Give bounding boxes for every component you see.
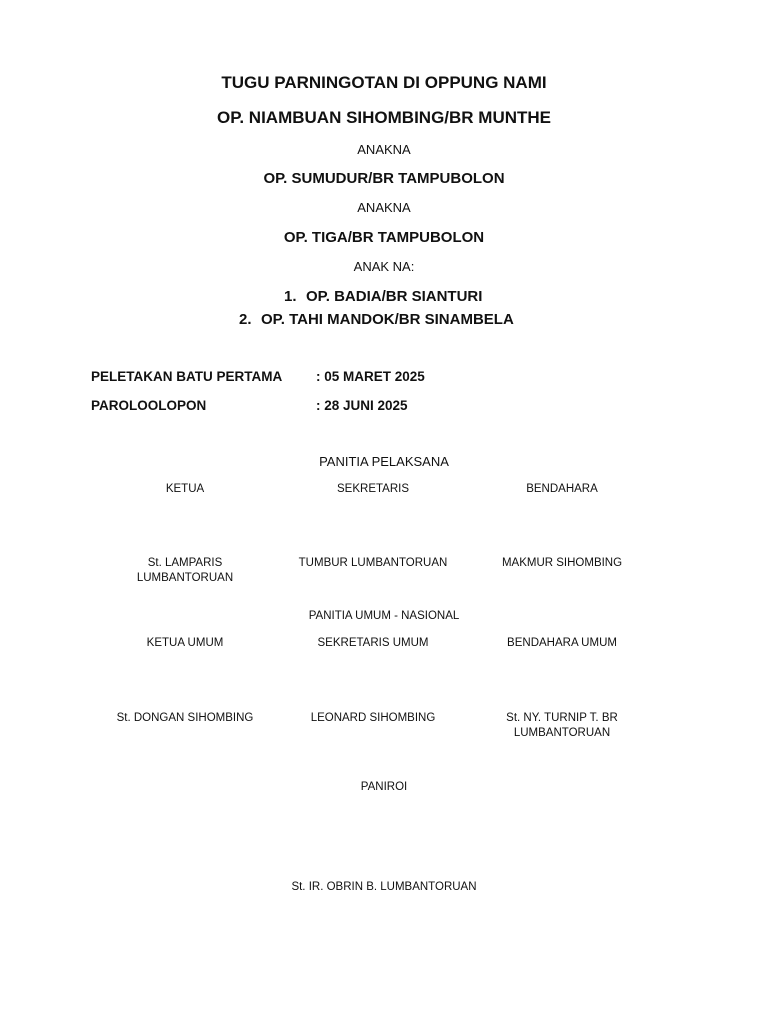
date-value: : 05 MARET 2025 bbox=[316, 369, 425, 384]
child-item-2 bbox=[239, 311, 514, 328]
anakna-label-1: ANAKNA bbox=[357, 142, 411, 157]
name-ketua-umum: St. DONGAN SIHOMBING bbox=[116, 712, 254, 724]
role-ketua: KETUA bbox=[165, 483, 205, 495]
role-ketua-umum: KETUA UMUM bbox=[146, 637, 224, 649]
anakna-label-2: ANAKNA bbox=[357, 200, 411, 215]
name-sekretaris-umum: LEONARD SIHOMBING bbox=[310, 712, 436, 724]
panitia-umum-heading: PANITIA UMUM - NASIONAL bbox=[308, 610, 460, 622]
second-generation-name: OP. SUMUDUR/BR TAMPUBOLON bbox=[263, 170, 505, 187]
paniroi-name: St. IR. OBRIN B. LUMBANTORUAN bbox=[291, 881, 477, 893]
role-bendahara-umum: BENDAHARA UMUM bbox=[507, 637, 617, 649]
date-row-paroloolopon bbox=[91, 398, 408, 413]
name-bendahara-umum: St. NY. TURNIP T. BR LUMBANTORUAN bbox=[506, 712, 618, 739]
child-item-1 bbox=[284, 288, 482, 305]
date-label: PAROLOOLOPON bbox=[91, 398, 207, 413]
date-value: : 28 JUNI 2025 bbox=[316, 398, 408, 413]
child-number: 1. bbox=[284, 288, 297, 305]
role-sekretaris: SEKRETARIS bbox=[337, 483, 409, 495]
role-sekretaris-umum: SEKRETARIS UMUM bbox=[317, 637, 429, 649]
child-name: OP. BADIA/BR SIANTURI bbox=[306, 288, 483, 305]
third-generation-name: OP. TIGA/BR TAMPUBOLON bbox=[283, 229, 485, 246]
name-bendahara: MAKMUR SIHOMBING bbox=[501, 557, 623, 569]
name-sekretaris: TUMBUR LUMBANTORUAN bbox=[298, 557, 448, 569]
name-ketua: St. LAMPARIS LUMBANTORUAN bbox=[136, 557, 234, 584]
role-bendahara: BENDAHARA bbox=[526, 483, 598, 495]
child-name: OP. TAHI MANDOK/BR SINAMBELA bbox=[261, 311, 514, 328]
date-row-peletakan bbox=[91, 369, 425, 384]
anak-na-label: ANAK NA: bbox=[353, 259, 415, 274]
date-label: PELETAKAN BATU PERTAMA bbox=[91, 369, 283, 384]
child-number: 2. bbox=[239, 311, 252, 328]
document-title: TUGU PARNINGOTAN DI OPPUNG NAMI bbox=[221, 73, 547, 92]
panitia-pelaksana-heading: PANITIA PELAKSANA bbox=[319, 454, 449, 469]
paniroi-heading: PANIROI bbox=[360, 781, 408, 793]
ancestor-name: OP. NIAMBUAN SIHOMBING/BR MUNTHE bbox=[216, 108, 552, 127]
